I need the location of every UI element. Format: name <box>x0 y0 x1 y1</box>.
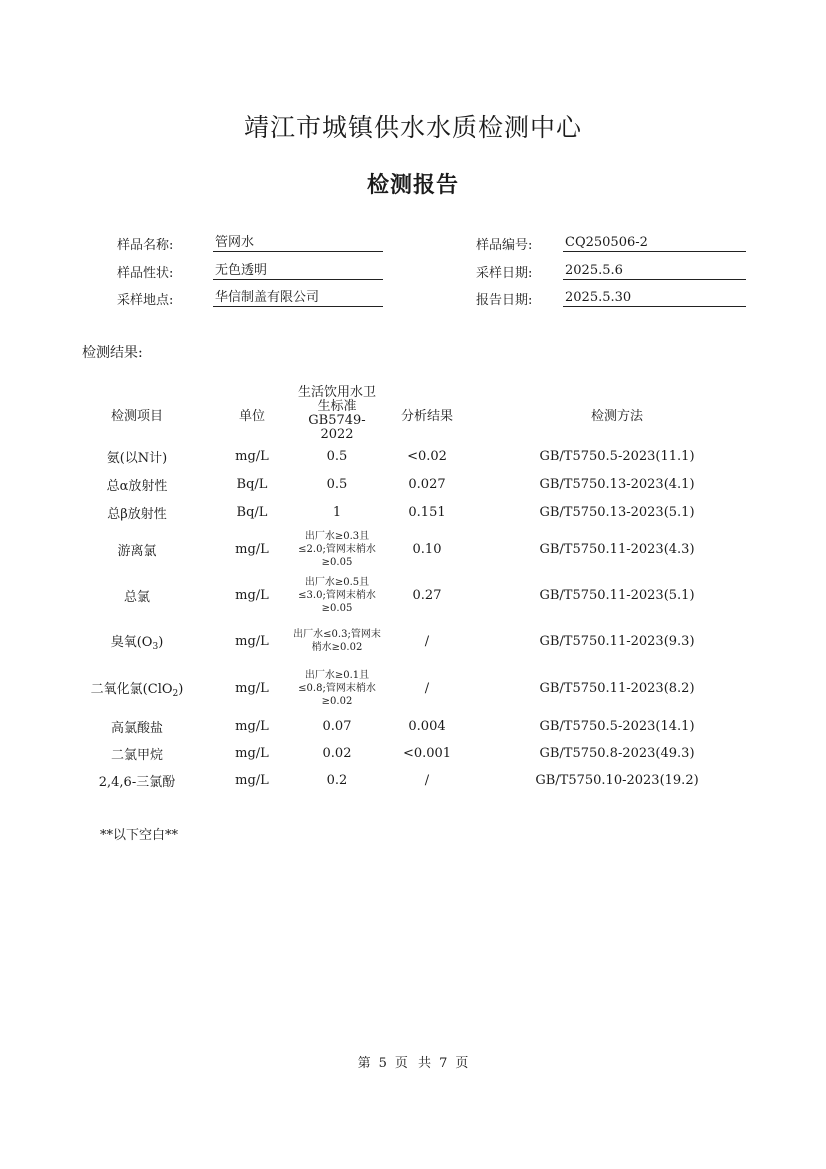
sample-id-value: CQ250506-2 <box>563 234 746 252</box>
report-title: 检测报告 <box>366 172 459 198</box>
result-cell: / <box>424 773 430 788</box>
unit-cell: mg/L <box>235 587 269 603</box>
standard-cell: 0.07 <box>322 718 352 734</box>
results-table <box>62 386 762 794</box>
table-row <box>62 526 762 572</box>
standard-cell: 1 <box>332 504 342 520</box>
unit-cell: Bq/L <box>236 476 268 492</box>
item-cell: 氨(以N计) <box>106 450 168 466</box>
table-row <box>62 442 762 470</box>
sample-name-value: 管网水 <box>213 234 383 252</box>
method-cell: GB/T5750.11-2023(5.1) <box>539 587 695 603</box>
method-cell: GB/T5750.11-2023(9.3) <box>539 633 695 649</box>
item-cell: 高氯酸盐 <box>110 720 163 736</box>
method-cell: GB/T5750.13-2023(5.1) <box>539 504 695 520</box>
unit-cell: mg/L <box>235 718 269 734</box>
table-row <box>62 572 762 618</box>
standard-cell: 出厂水≥0.3且≤2.0;管网末梢水≥0.05 <box>298 530 376 568</box>
standard-cell: 出厂水≥0.5且≤3.0;管网末梢水≥0.05 <box>298 576 376 614</box>
item-cell: 臭氧$(O_3)$ <box>110 634 164 652</box>
table-row <box>62 740 762 767</box>
table-row <box>62 712 762 740</box>
page-number: 第 5 页 共 7 页 <box>357 1056 469 1071</box>
result-cell: 0.027 <box>408 476 446 492</box>
organization-title: 靖江市城镇供水水质检测中心 <box>243 113 582 142</box>
item-cell: 2,4,6-三氯酚 <box>98 775 176 790</box>
result-cell: / <box>424 680 430 696</box>
header-standard: 生活饮用水卫生标准GB5749-2022 <box>297 385 376 442</box>
result-cell: 0.27 <box>412 587 442 603</box>
sample-state-label: 样品性状: <box>117 266 174 281</box>
item-cell: 二氧化氯(ClO$_2$) <box>90 681 184 699</box>
table-row <box>62 470 762 498</box>
sample-id-label: 样品编号: <box>476 238 533 253</box>
result-cell: <0.001 <box>402 746 452 761</box>
table-row <box>62 664 762 712</box>
report-date-value: 2025.5.30 <box>563 289 746 307</box>
header-method: 检测方法 <box>590 408 643 424</box>
result-cell: / <box>424 633 430 649</box>
result-cell: 0.10 <box>412 541 442 557</box>
method-cell: GB/T5750.10-2023(19.2) <box>535 773 699 788</box>
header-unit: 单位 <box>238 408 265 424</box>
sample-name-label: 样品名称: <box>117 238 174 253</box>
table-row <box>62 498 762 526</box>
method-cell: GB/T5750.11-2023(4.3) <box>539 541 695 557</box>
sample-location-label: 采样地点: <box>117 293 174 308</box>
blank-below-note: **以下空白** <box>100 828 179 843</box>
method-cell: GB/T5750.5-2023(11.1) <box>539 448 695 464</box>
standard-cell: 0.5 <box>326 448 348 464</box>
unit-cell: Bq/L <box>236 504 268 520</box>
header-result: 分析结果 <box>400 408 453 424</box>
item-cell: 游离氯 <box>117 543 157 559</box>
standard-cell: 出厂水≥0.1且≤0.8;管网末梢水≥0.02 <box>298 669 376 707</box>
unit-cell: mg/L <box>235 633 269 649</box>
unit-cell: mg/L <box>235 448 269 464</box>
unit-cell: mg/L <box>235 746 269 761</box>
table-row <box>62 767 762 794</box>
item-cell: 总β放射性 <box>107 506 167 522</box>
unit-cell: mg/L <box>235 541 269 557</box>
unit-cell: mg/L <box>235 773 269 788</box>
sampling-date-value: 2025.5.6 <box>563 262 746 280</box>
item-cell: 总α放射性 <box>106 478 168 494</box>
method-cell: GB/T5750.5-2023(14.1) <box>539 718 695 734</box>
method-cell: GB/T5750.13-2023(4.1) <box>539 476 695 492</box>
results-label: 检测结果: <box>82 345 143 361</box>
table-row <box>62 618 762 664</box>
result-cell: <0.02 <box>407 448 447 464</box>
standard-cell: 出厂水≤0.3;管网末梢水≥0.02 <box>293 629 381 653</box>
standard-cell: 0.2 <box>326 773 348 788</box>
sample-state-value: 无色透明 <box>213 262 383 280</box>
unit-cell: mg/L <box>235 680 269 696</box>
sampling-date-label: 采样日期: <box>476 266 533 281</box>
result-cell: 0.151 <box>408 504 446 520</box>
table-header-row <box>62 386 762 442</box>
method-cell: GB/T5750.11-2023(8.2) <box>539 680 695 696</box>
standard-cell: 0.02 <box>322 746 352 761</box>
standard-cell: 0.5 <box>326 476 348 492</box>
method-cell: GB/T5750.8-2023(49.3) <box>539 746 695 761</box>
result-cell: 0.004 <box>408 718 446 734</box>
item-cell: 总氯 <box>123 589 150 605</box>
header-item: 检测项目 <box>110 408 163 424</box>
report-date-label: 报告日期: <box>476 293 533 308</box>
sample-location-value: 华信制盖有限公司 <box>213 289 383 307</box>
item-cell: 二氯甲烷 <box>110 748 163 763</box>
